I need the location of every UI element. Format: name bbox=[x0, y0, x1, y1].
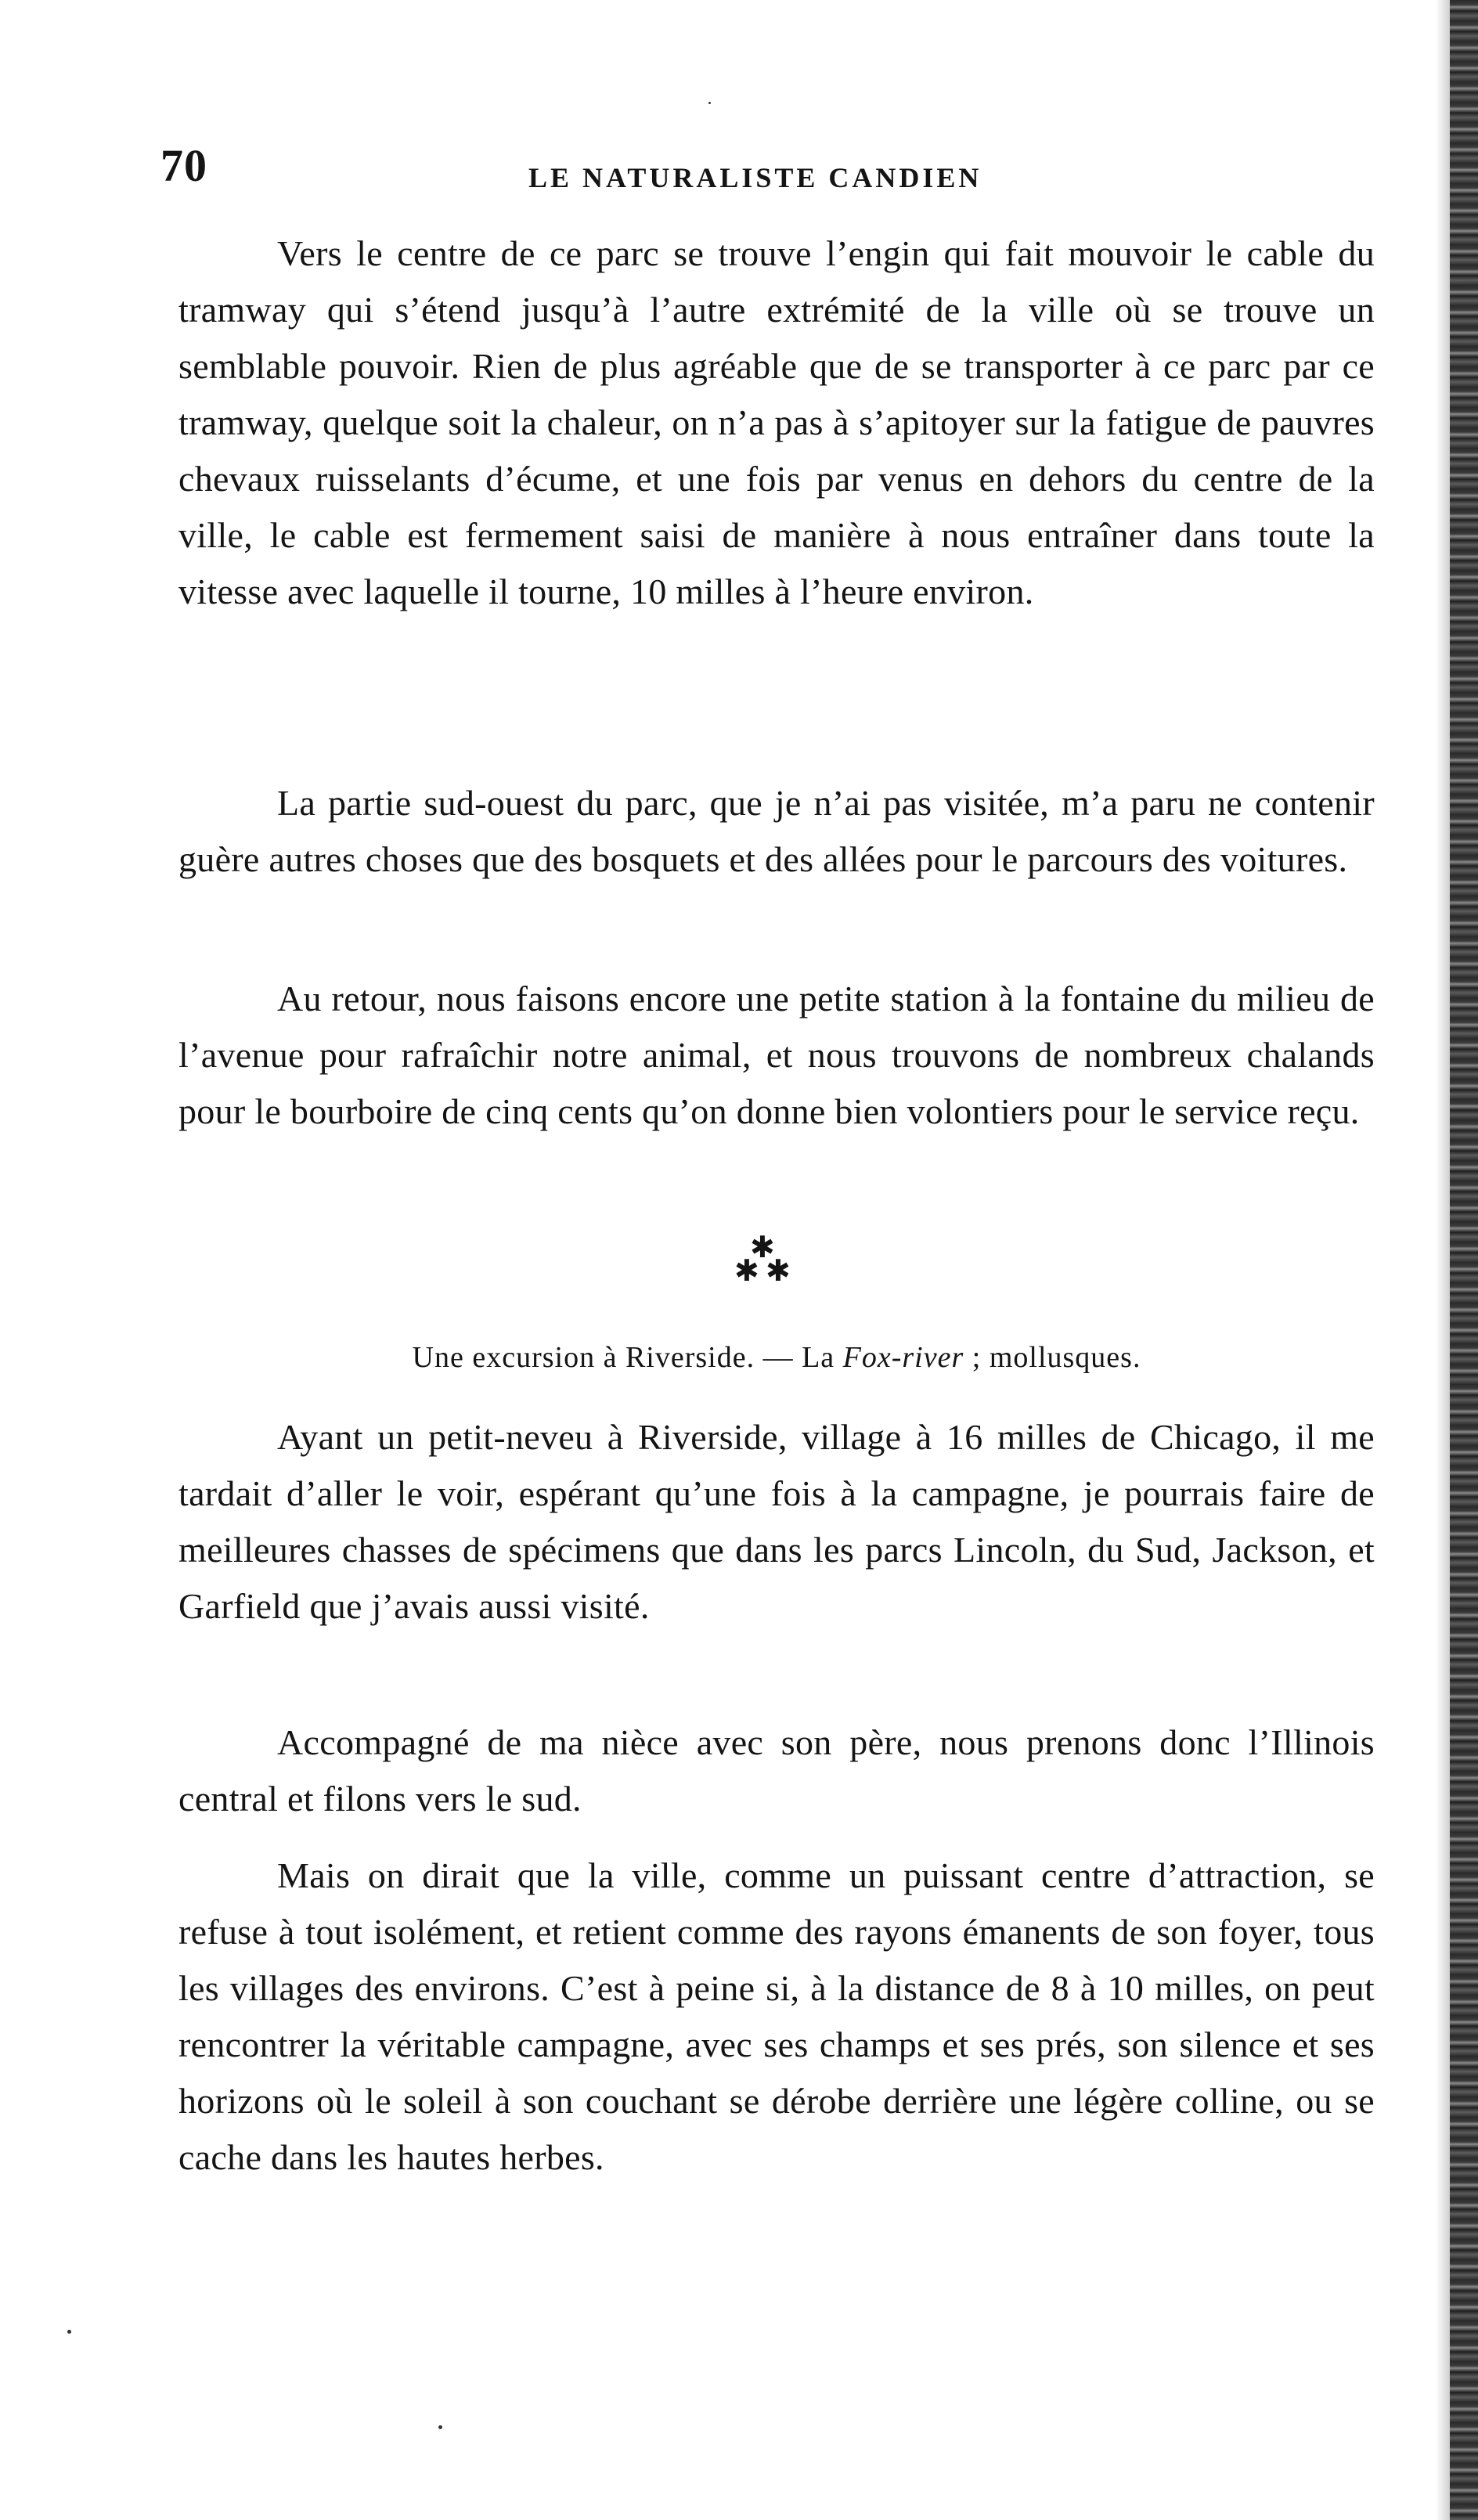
paragraph: Vers le centre de ce parc se trouve l’engin qui fait mouvoir le cable du tramway qui s’étend jusqu’à l’autre extrémité de la ville où se trouve un semblable pouvoir. Rien de plus agréable que de se transporter à ce parc par ce tramway, quelque soit la chaleur, on n’a pas à s’apitoyer sur la fatigue de pauvres chevaux ruisselants d’écume, et une fois par venus en dehors du centre de la ville, le cable est fermement saisi de manière à nous entraîner dans toute la vitesse avec laquelle il tourne, 10 milles à l’heure environ. bbox=[178, 233, 1375, 611]
scan-speck bbox=[67, 2330, 71, 2334]
asterisk: ✱ bbox=[750, 1231, 775, 1264]
scan-edge-shadow bbox=[1436, 0, 1450, 2520]
paragraph: Ayant un petit-neveu à Riverside, village à 16 milles de Chicago, il me tardait d’aller le voir, espérant qu’une fois à la campagne, je pourrais faire de meilleures chasses de spécimens que dans les parcs Lincoln, du Sud, Jackson, et Garfield que j’avais aussi visité. bbox=[178, 1417, 1375, 1626]
section-heading-italic: Fox-river bbox=[842, 1341, 964, 1374]
section-heading-suffix: ; mollusques. bbox=[964, 1341, 1141, 1374]
asterism-separator bbox=[728, 1233, 791, 1288]
paragraph-block bbox=[178, 971, 1375, 1140]
paragraph-block bbox=[178, 775, 1375, 888]
page-header bbox=[160, 139, 1382, 202]
section-heading bbox=[178, 1340, 1375, 1375]
paragraph-block bbox=[178, 1409, 1375, 1635]
running-title: LE NATURALISTE CANDIEN bbox=[528, 162, 982, 193]
section-heading-prefix: Une excursion à Riverside. — La bbox=[412, 1341, 843, 1374]
paragraph: Accompagné de ma nièce avec son père, nous prenons donc l’Illinois central et filons vers le sud. bbox=[178, 1722, 1375, 1819]
scan-speck bbox=[438, 2425, 442, 2429]
scan-speck bbox=[708, 102, 711, 104]
paragraph: La partie sud-ouest du parc, que je n’ai pas visitée, m’a paru ne contenir guère autres choses que des bosquets et des allées pour le parcours des voitures. bbox=[178, 783, 1375, 879]
paragraph-block bbox=[178, 1848, 1375, 2186]
asterisk: ✱ bbox=[766, 1255, 791, 1288]
page-number: 70 bbox=[160, 140, 207, 191]
asterisk: ✱ bbox=[734, 1255, 759, 1288]
paragraph: Au retour, nous faisons encore une petite station à la fontaine du milieu de l’avenue pour rafraîchir notre animal, et nous trouvons de nombreux chalands pour le bourboire de cinq cents qu’on donne bien volontiers pour le service reçu. bbox=[178, 979, 1375, 1131]
paragraph-block bbox=[178, 225, 1375, 620]
scan-edge bbox=[1450, 0, 1478, 2520]
paragraph-block bbox=[178, 1714, 1375, 1827]
paragraph: Mais on dirait que la ville, comme un puissant centre d’attraction, se refuse à tout isolément, et retient comme des rayons émanents de son foyer, tous les villages des environs. C’est à peine si, à la distance de 8 à 10 milles, on peut rencontrer la véritable campagne, avec ses champs et ses prés, son silence et ses horizons où le soleil à son couchant se dérobe derrière une légère colline, ou se cache dans les hautes herbes. bbox=[178, 1855, 1375, 2177]
